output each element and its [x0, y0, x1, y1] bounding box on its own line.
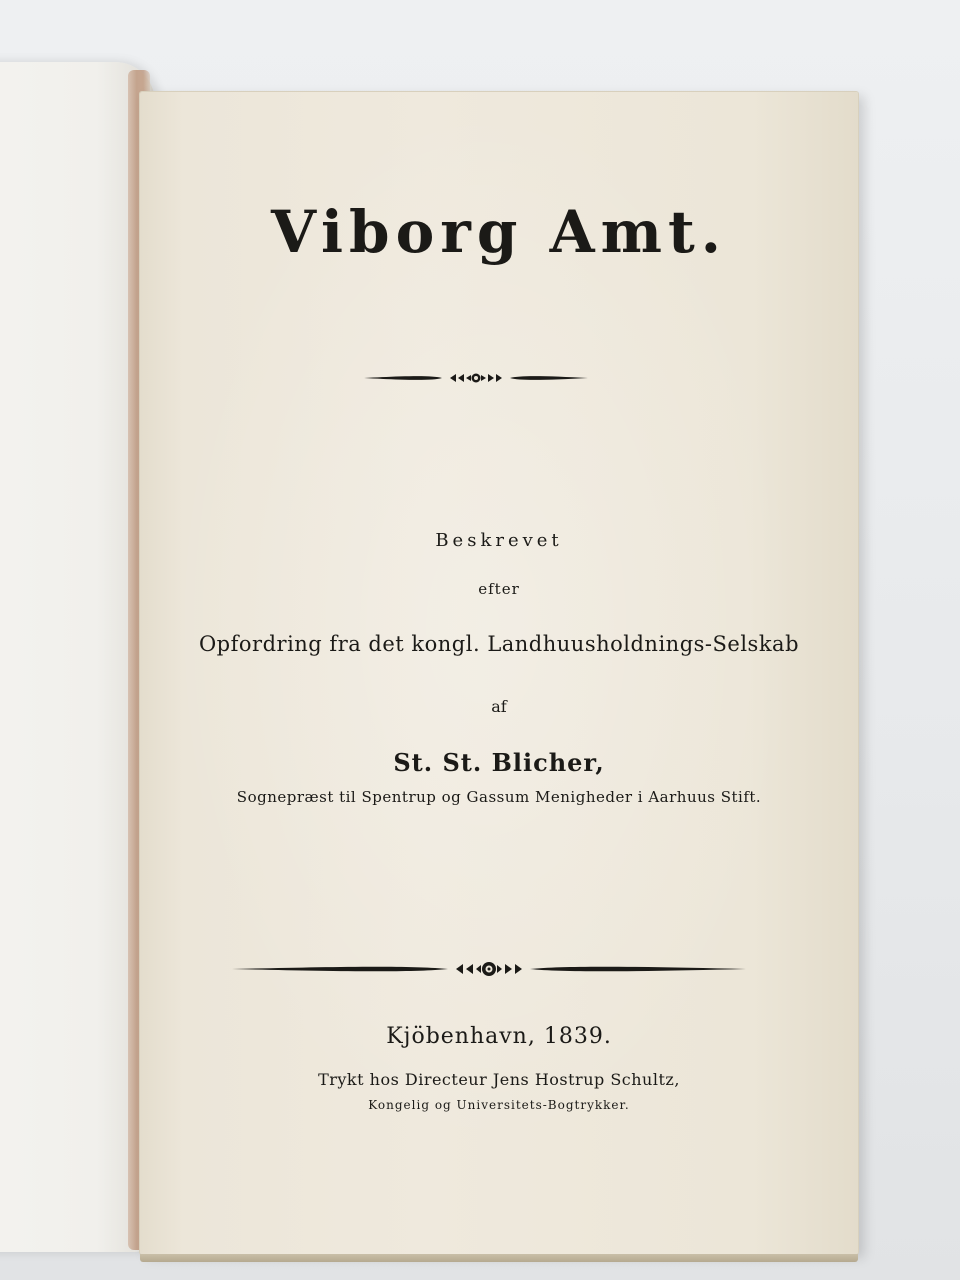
subtitle-line-2: efter	[478, 580, 520, 598]
ornamental-rule-top	[362, 369, 590, 387]
book-title: Viborg Amt.	[271, 198, 727, 266]
author-description: Sognepræst til Spentrup og Gassum Menigheder i Aarhuus Stift.	[236, 788, 762, 806]
imprint-place-year: Kjöbenhavn, 1839.	[386, 1024, 612, 1049]
page-bottom-edge	[140, 1254, 858, 1262]
imprint-printer-title: Kongelig og Universitets-Bogtrykker.	[368, 1098, 630, 1112]
subtitle-line-1: Beskrevet	[435, 530, 563, 551]
subtitle-line-3: Opfordring fra det kongl. Landhuusholdnings-Selskab	[198, 632, 800, 656]
ornamental-rule-bottom	[230, 958, 748, 980]
imprint-printer: Trykt hos Directeur Jens Hostrup Schultz,	[318, 1070, 680, 1089]
title-page	[140, 92, 858, 1254]
author-name: St. St. Blicher,	[393, 748, 605, 777]
subtitle-line-4: af	[491, 697, 507, 716]
